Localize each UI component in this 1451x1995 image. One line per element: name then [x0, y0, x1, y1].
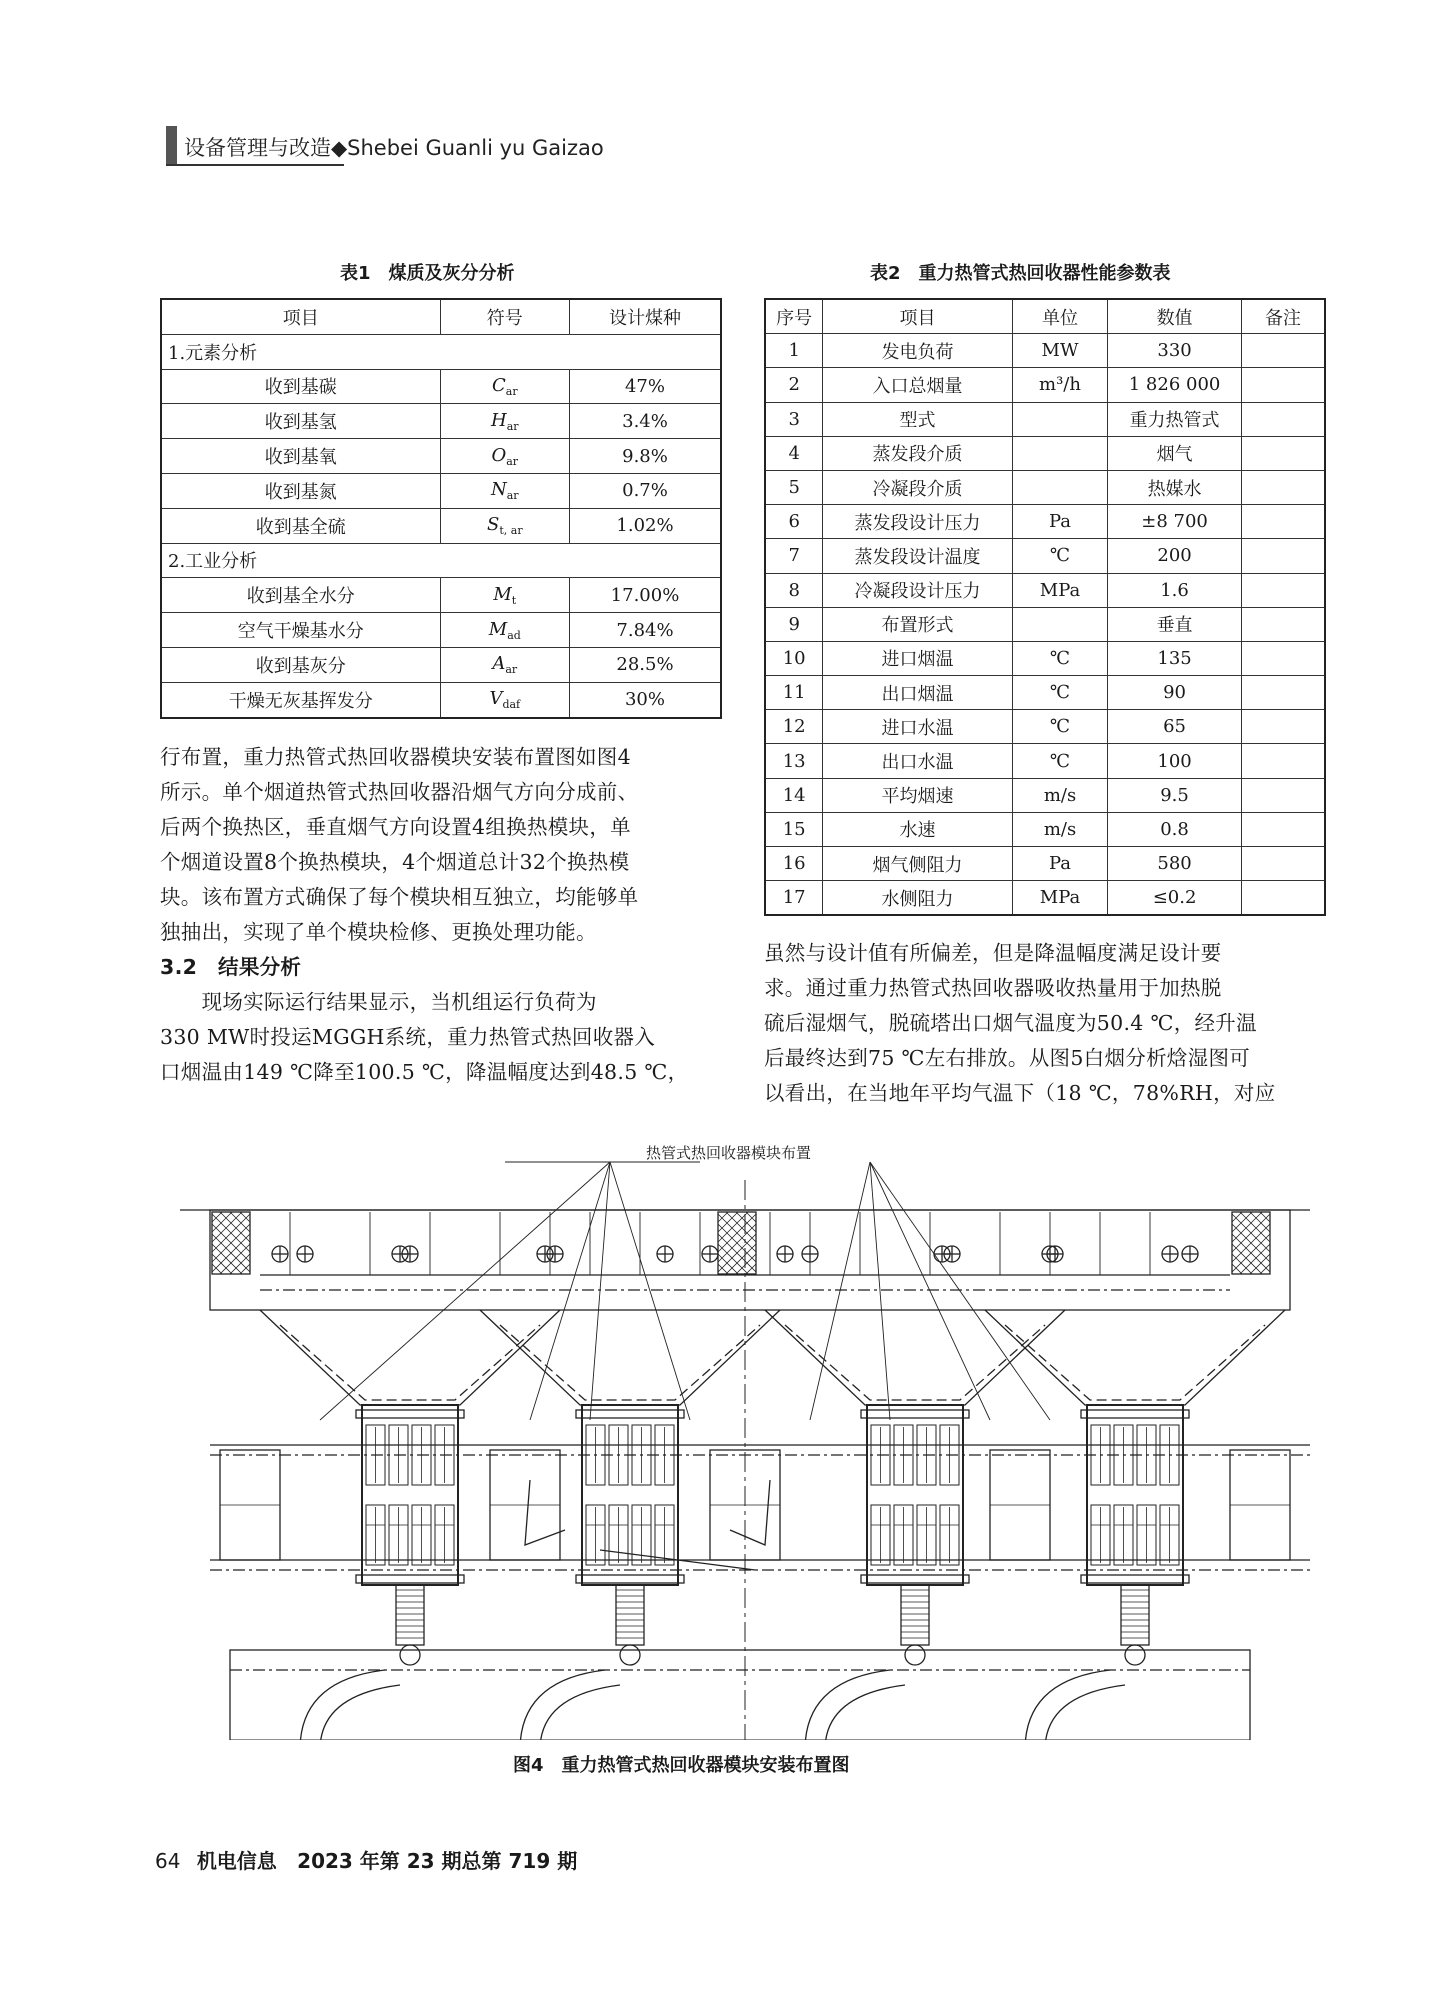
table-cell	[1241, 641, 1325, 675]
table-cell	[1012, 470, 1108, 504]
table-cell: m/s	[1012, 812, 1108, 846]
table-cell	[1012, 607, 1108, 641]
table-cell	[1241, 402, 1325, 436]
drawing-line	[736, 1254, 756, 1274]
page-footer	[155, 1845, 577, 1874]
table-row	[765, 812, 1325, 846]
hopper	[765, 1310, 1065, 1405]
table-row	[161, 439, 721, 474]
text-line: 独抽出，实现了单个模块检修、更换处理功能。	[160, 920, 597, 944]
page-number: 64	[155, 1849, 181, 1873]
table-cell: 出口水温	[823, 744, 1012, 778]
text-line: 所示。单个烟道热管式热回收器沿烟气方向分成前、	[160, 780, 639, 804]
column-header: 设计煤种	[569, 299, 721, 334]
drawing-line	[736, 1212, 756, 1232]
symbol: M	[493, 583, 512, 605]
value-cell: 47%	[569, 369, 721, 404]
symbol: N	[491, 479, 507, 501]
text-line: 后最终达到75 ℃左右排放。从图5白烟分析焓湿图可	[764, 1046, 1251, 1070]
deflector	[525, 1480, 565, 1545]
item-cell: 干燥无灰基挥发分	[161, 682, 440, 717]
table-cell: MPa	[1012, 881, 1108, 916]
drawing-line	[240, 1212, 250, 1222]
table-cell: 1 826 000	[1108, 368, 1242, 402]
item-cell: 收到基全水分	[161, 578, 440, 613]
table1-caption: 表1 煤质及灰分分析	[340, 263, 515, 284]
symbol-subscript: ar	[506, 454, 519, 468]
table-cell: 垂直	[1108, 607, 1242, 641]
table-cell: 水速	[823, 812, 1012, 846]
table-cell: 17	[765, 881, 823, 916]
table-cell: 入口总烟量	[823, 368, 1012, 402]
drawing-line	[1232, 1264, 1242, 1274]
drawing-line	[870, 1162, 1050, 1420]
symbol-cell	[440, 404, 569, 439]
module-layout-drawing	[170, 1150, 1320, 1740]
table-cell: 重力热管式	[1108, 402, 1242, 436]
table-cell	[1241, 778, 1325, 812]
drawing-line	[240, 1264, 250, 1274]
table-row	[765, 744, 1325, 778]
table-cell	[1241, 847, 1325, 881]
table-row	[161, 473, 721, 508]
table-cell: 100	[1108, 744, 1242, 778]
table2	[764, 298, 1326, 916]
figure-label: 热管式热回收器模块布置	[646, 1144, 812, 1162]
table-cell: 8	[765, 573, 823, 607]
item-cell: 空气干燥基水分	[161, 613, 440, 648]
table-row	[765, 710, 1325, 744]
table-cell: 热媒水	[1108, 470, 1242, 504]
table-cell: ℃	[1012, 710, 1108, 744]
table-row	[765, 881, 1325, 916]
column-header: 项目	[823, 299, 1012, 334]
column-header: 数值	[1108, 299, 1242, 334]
table-row	[765, 334, 1325, 368]
symbol-subscript: daf	[502, 698, 521, 712]
table-cell: 12	[765, 710, 823, 744]
left-column-text	[160, 740, 724, 1090]
symbol-subscript: ar	[506, 419, 519, 433]
value-cell: 30%	[569, 682, 721, 717]
table-cell: 14	[765, 778, 823, 812]
table-row	[161, 404, 721, 439]
drawing-line	[1232, 1212, 1252, 1232]
heat-exchange-module	[867, 1405, 963, 1585]
symbol: H	[491, 409, 507, 431]
text-line: 虽然与设计值有所偏差，但是降温幅度满足设计要	[764, 941, 1222, 965]
table-row	[765, 539, 1325, 573]
table-row	[765, 505, 1325, 539]
table-cell: Pa	[1012, 505, 1108, 539]
table-cell: 1.6	[1108, 573, 1242, 607]
drawing-line	[718, 1264, 728, 1274]
issue-info: 2023 年第 23 期总第 719 期	[297, 1849, 578, 1873]
drawing-line	[212, 1254, 232, 1274]
header-bar	[166, 126, 177, 166]
symbol-cell	[440, 369, 569, 404]
symbol-subscript: t	[511, 593, 517, 607]
pipe-bend	[320, 1685, 400, 1740]
drawing-line	[1250, 1212, 1270, 1232]
text-line: 个烟道设置8个换热模块，4个烟道总计32个换热模	[160, 850, 630, 874]
symbol: O	[491, 444, 507, 466]
table-cell: 1	[765, 334, 823, 368]
table-cell: 6	[765, 505, 823, 539]
text-line: 口烟温由149 ℃降至100.5 ℃，降温幅度达到48.5 ℃，	[160, 1060, 689, 1084]
symbol-subscript: ar	[505, 384, 518, 398]
symbol: V	[489, 688, 503, 710]
table-row	[161, 508, 721, 543]
symbol: M	[488, 618, 508, 640]
column-header: 备注	[1241, 299, 1325, 334]
table-cell	[1241, 573, 1325, 607]
table-cell	[1012, 436, 1108, 470]
symbol: C	[491, 374, 506, 396]
connection-symbol	[620, 1645, 640, 1665]
table-cell	[1241, 368, 1325, 402]
item-cell: 收到基氮	[161, 473, 440, 508]
symbol-cell	[440, 508, 569, 543]
table-cell: 蒸发段介质	[823, 436, 1012, 470]
table-cell	[1241, 812, 1325, 846]
table-cell: 16	[765, 847, 823, 881]
table-cell	[1241, 676, 1325, 710]
symbol-cell	[440, 473, 569, 508]
drawing-line	[718, 1212, 728, 1222]
module-frame	[356, 1410, 464, 1418]
table-cell: 11	[765, 676, 823, 710]
table-cell	[1241, 881, 1325, 916]
drawing-line	[718, 1212, 738, 1232]
text-line: 硫后湿烟气，脱硫塔出口烟气温度为50.4 ℃，经升温	[764, 1011, 1257, 1035]
table-row	[765, 847, 1325, 881]
table-cell: 冷凝段介质	[823, 470, 1012, 504]
table-cell: 3	[765, 402, 823, 436]
table-cell: 5	[765, 470, 823, 504]
drawing-line	[1260, 1212, 1270, 1222]
section-label: 2.工业分析	[161, 543, 721, 578]
value-cell: 3.4%	[569, 404, 721, 439]
table-cell: ℃	[1012, 539, 1108, 573]
table-cell: Pa	[1012, 847, 1108, 881]
table-cell: 烟气	[1108, 436, 1242, 470]
table-cell: 7	[765, 539, 823, 573]
table-cell: 布置形式	[823, 607, 1012, 641]
table-cell	[1241, 334, 1325, 368]
value-cell: 17.00%	[569, 578, 721, 613]
column-header: 序号	[765, 299, 823, 334]
pipe-bend	[825, 1685, 905, 1740]
drawing-line	[870, 1162, 990, 1420]
table-cell: 9	[765, 607, 823, 641]
table-cell: ±8 700	[1108, 505, 1242, 539]
column-header: 符号	[440, 299, 569, 334]
table-row	[161, 369, 721, 404]
table-cell: 200	[1108, 539, 1242, 573]
text-line: 块。该布置方式确保了每个模块相互独立，均能够单	[160, 885, 639, 909]
drawing-line	[870, 1162, 890, 1420]
table-cell: 水侧阻力	[823, 881, 1012, 916]
drawing-line	[590, 1162, 610, 1420]
section-row	[161, 334, 721, 369]
value-cell: 0.7%	[569, 473, 721, 508]
table-cell: 进口水温	[823, 710, 1012, 744]
column-header: 单位	[1012, 299, 1108, 334]
module-frame	[356, 1575, 464, 1583]
table-cell: MPa	[1012, 573, 1108, 607]
symbol-subscript: ar	[505, 663, 518, 677]
table-row	[161, 647, 721, 682]
drawing-line	[212, 1212, 232, 1232]
text-line: 现场实际运行结果显示，当机组运行负荷为	[160, 990, 597, 1014]
drawing-line	[320, 1162, 610, 1420]
value-cell: 28.5%	[569, 647, 721, 682]
hopper	[480, 1310, 780, 1405]
module-support	[1121, 1585, 1149, 1645]
table-cell: m/s	[1012, 778, 1108, 812]
table-cell: 平均烟速	[823, 778, 1012, 812]
table2-caption: 表2 重力热管式热回收器性能参数表	[870, 263, 1171, 284]
module-frame	[1081, 1575, 1189, 1583]
drawing-line	[1250, 1254, 1270, 1274]
table-cell	[1241, 710, 1325, 744]
table-cell: 135	[1108, 641, 1242, 675]
table-cell: ℃	[1012, 641, 1108, 675]
table-cell: 蒸发段设计温度	[823, 539, 1012, 573]
section-label: 1.元素分析	[161, 334, 721, 369]
table1	[160, 298, 722, 719]
table-row	[765, 778, 1325, 812]
table-cell: ℃	[1012, 676, 1108, 710]
hopper-dashed	[785, 1325, 1045, 1400]
item-cell: 收到基氧	[161, 439, 440, 474]
heat-exchange-module	[1087, 1405, 1183, 1585]
table-cell: 发电负荷	[823, 334, 1012, 368]
value-cell: 7.84%	[569, 613, 721, 648]
table-row	[765, 368, 1325, 402]
table-cell: 进口烟温	[823, 641, 1012, 675]
table-cell: 10	[765, 641, 823, 675]
connection-symbol	[400, 1645, 420, 1665]
module-support	[616, 1585, 644, 1645]
symbol-subscript: t, ar	[499, 524, 523, 538]
table-cell: 烟气侧阻力	[823, 847, 1012, 881]
section-heading: 3.2 结果分析	[160, 955, 302, 979]
hopper-dashed	[500, 1325, 760, 1400]
symbol: A	[492, 653, 506, 675]
symbol: S	[487, 514, 500, 536]
table-row	[161, 578, 721, 613]
module-frame	[576, 1410, 684, 1418]
table-cell	[1012, 402, 1108, 436]
symbol-subscript: ad	[507, 628, 521, 642]
table-cell: ℃	[1012, 744, 1108, 778]
symbol-cell	[440, 682, 569, 717]
text-line: 行布置，重力热管式热回收器模块安装布置图如图4	[160, 745, 631, 769]
table-row	[765, 436, 1325, 470]
text-line: 后两个换热区，垂直烟气方向设置4组换热模块，单	[160, 815, 631, 839]
table-row	[161, 682, 721, 717]
module-frame	[861, 1575, 969, 1583]
table-header-row	[161, 299, 721, 334]
drawing-line	[1232, 1212, 1242, 1222]
table-cell: m³/h	[1012, 368, 1108, 402]
table-cell: 65	[1108, 710, 1242, 744]
table-cell: 330	[1108, 334, 1242, 368]
hopper	[260, 1310, 560, 1405]
table-cell: MW	[1012, 334, 1108, 368]
table-cell	[1241, 539, 1325, 573]
text-line: 求。通过重力热管式热回收器吸收热量用于加热脱	[764, 976, 1222, 1000]
item-cell: 收到基碳	[161, 369, 440, 404]
table-cell: 9.5	[1108, 778, 1242, 812]
drawing-line	[1232, 1254, 1252, 1274]
drawing-line	[1260, 1264, 1270, 1274]
drawing-line	[212, 1212, 222, 1222]
value-cell: 1.02%	[569, 508, 721, 543]
item-cell: 收到基氢	[161, 404, 440, 439]
journal-name: 机电信息	[196, 1849, 277, 1873]
table-cell: 出口烟温	[823, 676, 1012, 710]
table-cell: 580	[1108, 847, 1242, 881]
symbol-cell	[440, 647, 569, 682]
connection-symbol	[905, 1645, 925, 1665]
table-row	[765, 573, 1325, 607]
running-header: 设备管理与改造◆Shebei Guanli yu Gaizao	[184, 136, 604, 160]
drawing-line	[718, 1254, 738, 1274]
table-cell: 型式	[823, 402, 1012, 436]
pipe-bend	[540, 1685, 620, 1740]
module-frame	[861, 1410, 969, 1418]
table-row	[765, 676, 1325, 710]
drawing-line	[746, 1264, 756, 1274]
text-line: 330 MW时投运MGGH系统，重力热管式热回收器入	[160, 1025, 656, 1049]
symbol-cell	[440, 613, 569, 648]
table-cell: 13	[765, 744, 823, 778]
connection-symbol	[1125, 1645, 1145, 1665]
table-cell: 冷凝段设计压力	[823, 573, 1012, 607]
figure-caption: 图4 重力热管式热回收器模块安装布置图	[513, 1755, 850, 1776]
table-row	[765, 607, 1325, 641]
table-cell: ≤0.2	[1108, 881, 1242, 916]
table-cell: 15	[765, 812, 823, 846]
drawing-line	[530, 1162, 610, 1420]
module-frame	[576, 1575, 684, 1583]
item-cell: 收到基灰分	[161, 647, 440, 682]
section-row	[161, 543, 721, 578]
table-cell: 蒸发段设计压力	[823, 505, 1012, 539]
module-frame	[1081, 1410, 1189, 1418]
drawing-line	[230, 1212, 250, 1232]
drawing-line	[212, 1264, 222, 1274]
item-cell: 收到基全硫	[161, 508, 440, 543]
table-cell	[1241, 436, 1325, 470]
table-cell	[1241, 505, 1325, 539]
column-header: 项目	[161, 299, 440, 334]
value-cell: 9.8%	[569, 439, 721, 474]
table-header-row	[765, 299, 1325, 334]
table-cell: 90	[1108, 676, 1242, 710]
symbol-cell	[440, 439, 569, 474]
heat-exchange-module	[362, 1405, 458, 1585]
module-support	[396, 1585, 424, 1645]
symbol-cell	[440, 578, 569, 613]
right-column-text	[764, 936, 1330, 1111]
table-cell	[1241, 470, 1325, 504]
table-cell: 4	[765, 436, 823, 470]
module-support	[901, 1585, 929, 1645]
table-row	[765, 470, 1325, 504]
table-cell	[1241, 607, 1325, 641]
header-underline	[166, 164, 344, 166]
water-pipe-frame	[230, 1650, 1250, 1740]
hopper-dashed	[1005, 1325, 1265, 1400]
table-cell: 0.8	[1108, 812, 1242, 846]
table-row	[765, 402, 1325, 436]
symbol-subscript: ar	[506, 489, 519, 503]
drawing-line	[746, 1212, 756, 1222]
hopper-dashed	[280, 1325, 540, 1400]
table-cell: 2	[765, 368, 823, 402]
drawing-line	[230, 1254, 250, 1274]
table-row	[161, 613, 721, 648]
table-cell	[1241, 744, 1325, 778]
table-row	[765, 641, 1325, 675]
deflector	[730, 1480, 770, 1545]
pipe-bend	[1045, 1685, 1125, 1740]
drawing-line	[610, 1162, 690, 1420]
text-line: 以看出，在当地年平均气温下（18 ℃，78%RH，对应	[764, 1081, 1276, 1105]
